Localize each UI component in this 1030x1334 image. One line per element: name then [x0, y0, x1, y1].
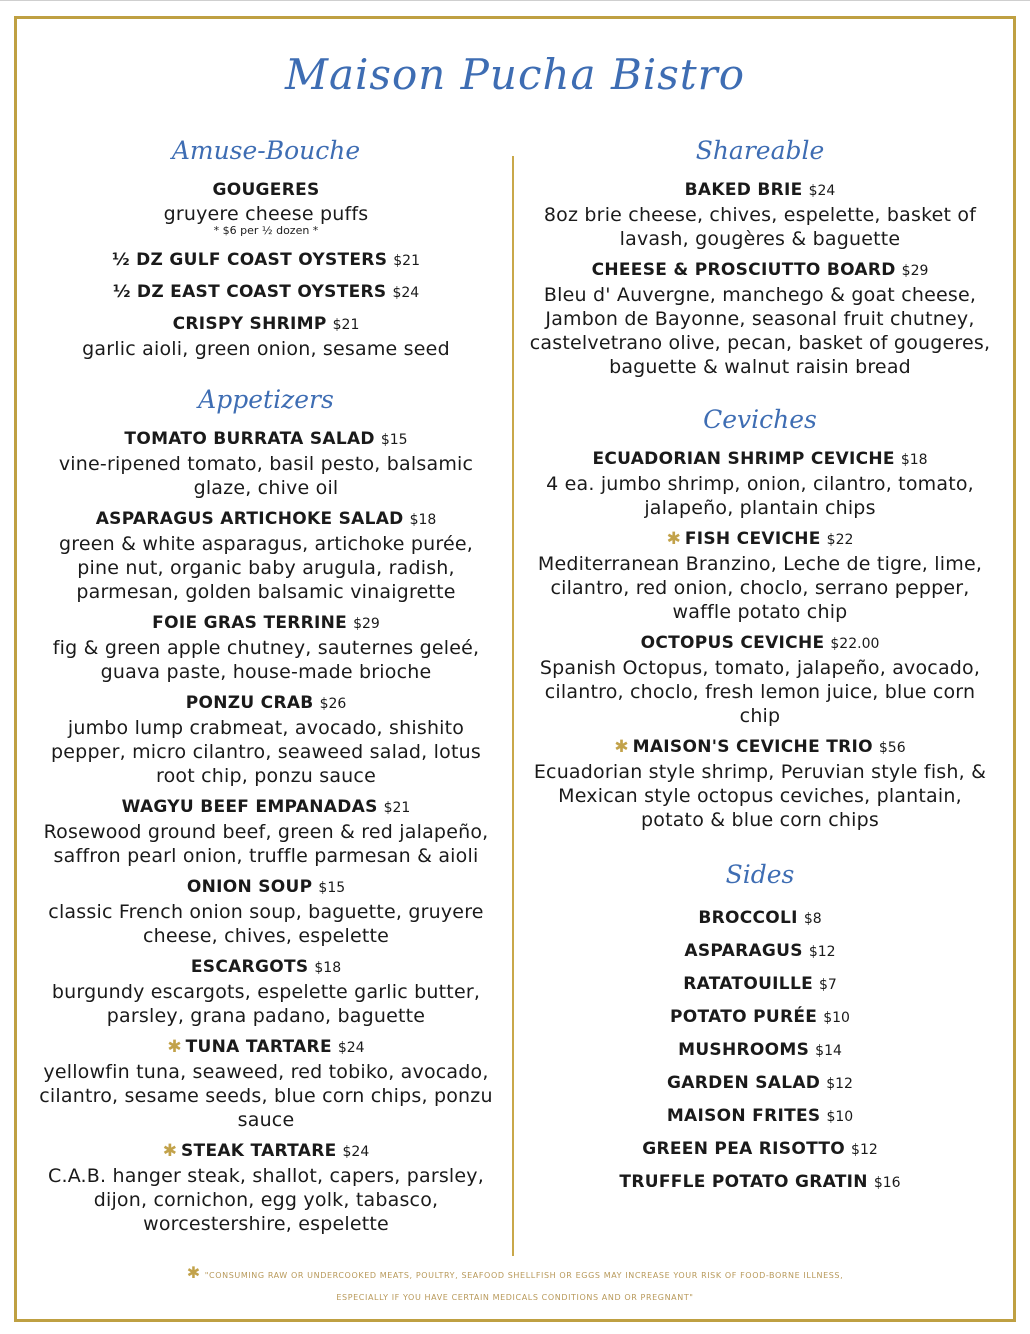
item-name: ½ DZ GULF COAST OYSTERS [112, 250, 388, 270]
item-price: $15 [318, 880, 346, 896]
side-item [528, 1072, 992, 1096]
item-description: burgundy escargots, espelette garlic butter, parsley, grana padano, baguette [51, 981, 481, 1027]
item-description: garlic aioli, green onion, sesame seed [82, 338, 450, 360]
section-title-amuse-bouche: Amuse-Bouche [171, 136, 361, 165]
item-price: $21 [332, 317, 360, 333]
asterisk-icon: ✱ [162, 1141, 177, 1161]
item-description: Bleu d' Auvergne, manchego & goat cheese, Jambon de Bayonne, seasonal fruit chutney, castelvetrano olive, pecan, basket of gougeres, baguette & walnut raisin bread [529, 284, 991, 378]
raw-food-disclaimer [100, 1262, 930, 1309]
right-column [528, 136, 992, 1204]
item-name: BAKED BRIE [684, 180, 803, 200]
asterisk-icon: ✱ [614, 737, 629, 757]
item-description: 8oz brie cheese, chives, espelette, basket of lavash, gougères & baguette [543, 204, 977, 250]
asterisk-icon: ✱ [666, 529, 681, 549]
item-description: vine-ripened tomato, basil pesto, balsamic glaze, chive oil [58, 453, 474, 499]
item-price: $21 [383, 800, 411, 816]
item-name: OCTOPUS CEVICHE [640, 633, 825, 653]
item-description: gruyere cheese puffs [163, 203, 369, 225]
item-name: GOUGERES [212, 180, 320, 200]
item-price: $21 [393, 253, 420, 269]
item-note: * $6 per ½ dozen * [213, 224, 319, 237]
side-item [528, 907, 992, 931]
menu-item [528, 528, 992, 624]
item-name: ASPARAGUS [684, 941, 803, 961]
item-name: FOIE GRAS TERRINE [152, 613, 348, 633]
item-price: $16 [873, 1175, 901, 1191]
item-price: $12 [851, 1142, 878, 1158]
menu-item [36, 249, 496, 273]
menu-item [36, 796, 496, 868]
item-price: $18 [409, 512, 437, 528]
item-name: RATATOUILLE [683, 974, 813, 994]
item-price: $29 [901, 263, 929, 279]
menu-item [36, 428, 496, 500]
side-item [528, 973, 992, 997]
item-price: $10 [826, 1109, 854, 1125]
item-name: ESCARGOTS [190, 957, 309, 977]
item-description: yellowfin tuna, seaweed, red tobiko, avocado, cilantro, sesame seeds, blue corn chips, ponzu sauce [39, 1061, 493, 1131]
menu-item [528, 179, 992, 251]
item-name: ECUADORIAN SHRIMP CEVICHE [592, 449, 895, 469]
item-description: Rosewood ground beef, green & red jalapeño, saffron pearl onion, truffle parmesan & aioli [43, 821, 489, 867]
item-price: $15 [380, 432, 408, 448]
item-price: $8 [803, 911, 822, 927]
restaurant-title: Maison Pucha Bistro [284, 50, 746, 99]
menu-item [528, 736, 992, 832]
item-description: classic French onion soup, baguette, gruyere cheese, chives, espelette [48, 901, 484, 947]
item-price: $12 [826, 1076, 853, 1092]
item-price: $22 [826, 532, 854, 548]
item-price: $24 [392, 285, 420, 301]
item-name: CHEESE & PROSCIUTTO BOARD [591, 260, 896, 280]
item-name: POTATO PURÉE [670, 1007, 818, 1027]
item-name: BROCCOLI [698, 908, 798, 928]
item-name: WAGYU BEEF EMPANADAS [121, 797, 378, 817]
item-name: MAISON'S CEVICHE TRIO [632, 737, 873, 757]
item-name: PONZU CRAB [185, 693, 314, 713]
item-price: $7 [818, 977, 837, 993]
disclaimer-line-2: ESPECIALLY IF YOU HAVE CERTAIN MEDICALS CONDITIONS AND OR PREGNANT" [336, 1293, 694, 1302]
item-name: STEAK TARTARE [181, 1141, 337, 1161]
menu-item [528, 448, 992, 520]
item-name: ONION SOUP [186, 877, 313, 897]
side-item [528, 940, 992, 964]
item-name: TOMATO BURRATA SALAD [124, 429, 375, 449]
side-item [528, 1171, 992, 1195]
item-price: $24 [342, 1144, 370, 1160]
item-price: $18 [314, 960, 342, 976]
item-name: GARDEN SALAD [667, 1073, 821, 1093]
item-description: C.A.B. hanger steak, shallot, capers, parsley, dijon, cornichon, egg yolk, tabasco, worcestershire, espelette [47, 1165, 484, 1235]
item-name: TUNA TARTARE [185, 1037, 332, 1057]
section-title-appetizers: Appetizers [198, 385, 334, 414]
menu-item [528, 632, 992, 728]
disclaimer-line-1: "CONSUMING RAW OR UNDERCOOKED MEATS, POULTRY, SEAFOOD SHELLFISH OR EGGS MAY INCREASE YOUR RISK OF FOOD-BORNE ILLNESS, [204, 1271, 844, 1280]
item-name: CRISPY SHRIMP [172, 314, 327, 334]
side-item [528, 1006, 992, 1030]
item-price: $10 [823, 1010, 850, 1026]
menu-item [36, 508, 496, 604]
side-item [528, 1138, 992, 1162]
item-name: ASPARAGUS ARTICHOKE SALAD [95, 509, 404, 529]
menu-item [36, 281, 496, 305]
item-price: $18 [900, 452, 928, 468]
item-description: 4 ea. jumbo shrimp, onion, cilantro, tomato, jalapeño, plantain chips [546, 473, 974, 519]
side-item [528, 1105, 992, 1129]
menu-item [36, 313, 496, 361]
item-name: TRUFFLE POTATO GRATIN [619, 1172, 868, 1192]
section-title-shareable: Shareable [695, 136, 825, 165]
item-price: $22.00 [830, 636, 880, 652]
menu-item [36, 876, 496, 948]
menu-item [36, 179, 496, 237]
item-description: fig & green apple chutney, sauternes geleé, guava paste, house-made brioche [52, 637, 480, 683]
menu-item [36, 956, 496, 1028]
section-title-ceviches: Ceviches [703, 405, 817, 434]
menu-item [36, 692, 496, 788]
item-price: $56 [878, 740, 906, 756]
item-name: FISH CEVICHE [684, 529, 821, 549]
item-description: Mediterranean Branzino, Leche de tigre, lime, cilantro, red onion, choclo, serrano pepper, waffle potato chip [537, 553, 983, 623]
menu-item [36, 1140, 496, 1236]
asterisk-icon: ✱ [186, 1263, 201, 1282]
column-divider [512, 156, 514, 1256]
item-description: jumbo lump crabmeat, avocado, shishito pepper, micro cilantro, seaweed salad, lotus root chip, ponzu sauce [51, 717, 481, 787]
item-name: ½ DZ EAST COAST OYSTERS [112, 282, 387, 302]
section-title-sides: Sides [725, 860, 795, 889]
asterisk-icon: ✱ [167, 1037, 182, 1057]
item-name: MUSHROOMS [678, 1040, 810, 1060]
item-price: $14 [815, 1043, 842, 1059]
menu-item [36, 1036, 496, 1132]
left-column [36, 136, 496, 1244]
menu-item [528, 259, 992, 379]
item-description: green & white asparagus, artichoke purée, pine nut, organic baby arugula, radish, parmesan, golden balsamic vinaigrette [58, 533, 474, 603]
item-description: Ecuadorian style shrimp, Peruvian style fish, & Mexican style octopus ceviches, plantain, potato & blue corn chips [533, 761, 987, 831]
item-price: $12 [808, 944, 836, 960]
item-price: $24 [808, 183, 836, 199]
item-name: MAISON FRITES [666, 1106, 821, 1126]
item-description: Spanish Octopus, tomato, jalapeño, avocado, cilantro, choclo, fresh lemon juice, blue corn chip [539, 657, 981, 727]
menu-item [36, 612, 496, 684]
item-price: $26 [319, 696, 347, 712]
side-item [528, 1039, 992, 1063]
item-price: $29 [353, 616, 380, 632]
item-name: GREEN PEA RISOTTO [642, 1139, 846, 1159]
item-price: $24 [337, 1040, 365, 1056]
